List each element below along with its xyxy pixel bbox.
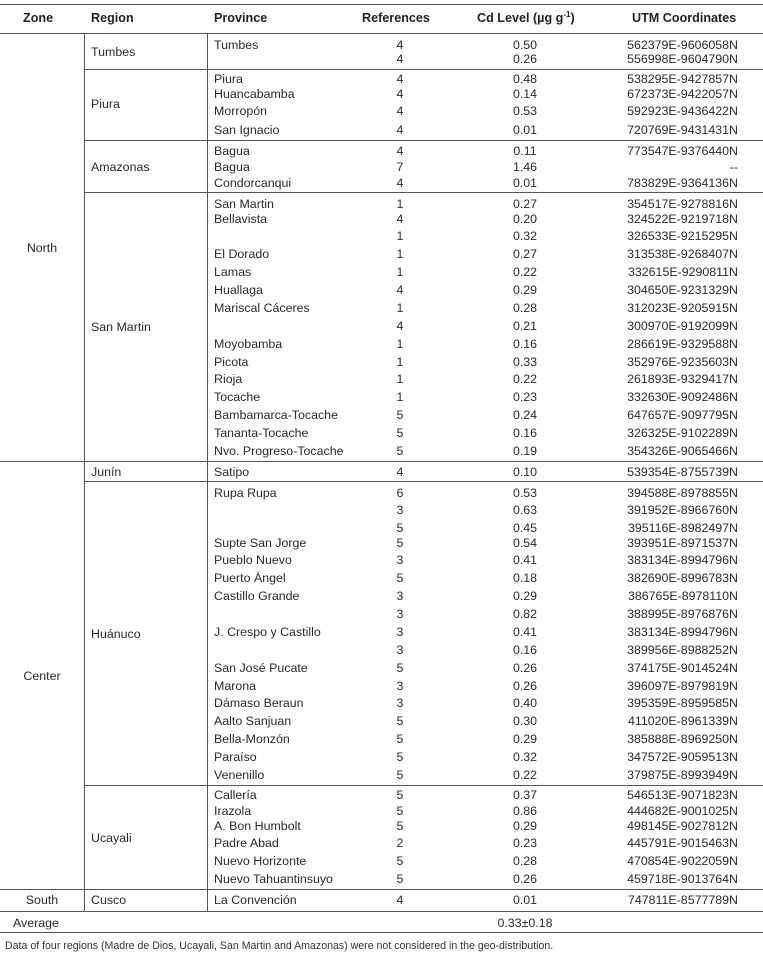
references-cell: 1	[396, 197, 404, 211]
province-cell: Rioja	[214, 372, 243, 386]
header-references: References	[362, 11, 430, 25]
cd-level-cell: 0.26	[512, 52, 538, 66]
province-cell: Castillo Grande	[214, 589, 300, 603]
footnote: Data of four regions (Madre de Dios, Ucayali, San Martin and Amazonas) were not considered in the geo-distribution.	[5, 940, 554, 952]
cd-level-cell: 0.45	[512, 521, 538, 535]
province-cell: Mariscal Cáceres	[214, 301, 310, 315]
cd-level-cell: 0.11	[513, 144, 537, 158]
utm-cell: 324522E-9219718N	[627, 212, 738, 226]
province-cell: Lamas	[214, 265, 252, 279]
references-cell: 4	[396, 176, 404, 190]
province-cell: Dámaso Beraun	[214, 696, 304, 710]
utm-cell: 672373E-9422057N	[627, 87, 738, 101]
utm-cell: 386765E-8978110N	[627, 589, 738, 603]
references-cell: 5	[396, 536, 404, 550]
province-cell: Tananta-Tocache	[214, 426, 309, 440]
cd-level-cell: 0.48	[512, 72, 538, 86]
references-cell: 5	[396, 426, 404, 440]
rule-region	[84, 192, 763, 193]
province-cell: Moyobamba	[214, 337, 283, 351]
province-cell: Bagua	[214, 144, 250, 158]
rule-region	[84, 140, 763, 141]
utm-cell: 379875E-8993949N	[627, 768, 738, 782]
utm-cell: 592923E-9436422N	[627, 104, 738, 118]
utm-cell: 286619E-9329588N	[627, 337, 738, 351]
rule-bottom	[0, 932, 763, 933]
utm-cell: 556998E-9604790N	[627, 52, 738, 66]
province-cell: Aalto Sanjuan	[214, 714, 292, 728]
province-cell: Tumbes	[214, 38, 259, 52]
province-cell: Nuevo Tahuantinsuyo	[214, 872, 333, 886]
rule-region	[84, 69, 763, 70]
references-cell: 5	[396, 768, 404, 782]
col-divider	[207, 33, 208, 911]
references-cell: 4	[396, 52, 404, 66]
references-cell: 7	[396, 160, 404, 174]
cd-level-cell: 0.14	[512, 87, 538, 101]
utm-cell: 312023E-9205915N	[627, 301, 738, 315]
references-cell: 1	[396, 337, 404, 351]
province-cell: Venenillo	[214, 768, 265, 782]
province-cell: Padre Abad	[214, 836, 279, 850]
cd-level-cell: 0.23	[512, 836, 538, 850]
province-cell: Condorcanqui	[214, 176, 292, 190]
province-cell: Rupa Rupa	[214, 486, 277, 500]
utm-cell: 395359E-8959585N	[627, 696, 738, 710]
references-cell: 4	[396, 283, 404, 297]
header-utm: UTM Coordinates	[632, 11, 737, 25]
region-label: Cusco	[91, 893, 127, 907]
utm-cell: 261893E-9329417N	[627, 372, 738, 386]
references-cell: 5	[396, 750, 404, 764]
region-label: Junín	[91, 465, 122, 479]
cd-level-cell: 0.41	[512, 553, 538, 567]
cd-level-cell: 0.50	[512, 38, 538, 52]
cd-level-cell: 0.29	[512, 589, 538, 603]
utm-cell: 389956E-8988252N	[627, 643, 738, 657]
province-cell: El Dorado	[214, 247, 270, 261]
cd-level-cell: 0.24	[512, 408, 538, 422]
cd-level-cell: 0.82	[512, 607, 538, 621]
province-cell: Piura	[214, 72, 243, 86]
references-cell: 1	[396, 247, 404, 261]
references-cell: 3	[396, 643, 404, 657]
cd-level-cell: 0.10	[512, 465, 538, 479]
average-value: 0.33±0.18	[497, 916, 553, 930]
province-cell: Bella-Monzón	[214, 732, 290, 746]
references-cell: 5	[396, 444, 404, 458]
utm-cell: 539354E-8755739N	[627, 465, 738, 479]
references-cell: 4	[396, 87, 404, 101]
cd-level-cell: 0.01	[512, 123, 538, 137]
references-cell: 4	[396, 319, 404, 333]
utm-cell: 394588E-8978855N	[627, 486, 738, 500]
cd-level-cell: 0.32	[512, 229, 538, 243]
utm-cell: 395116E-8982497N	[627, 521, 738, 535]
references-cell: 1	[396, 372, 404, 386]
province-cell: San Martin	[214, 197, 274, 211]
rule-top	[0, 4, 763, 5]
province-cell: Satipo	[214, 465, 250, 479]
province-cell: A. Bon Humbolt	[214, 819, 301, 833]
header-province: Province	[214, 11, 268, 25]
references-cell: 4	[396, 72, 404, 86]
utm-cell: 546513E-9071823N	[627, 788, 738, 802]
zone-label: North	[26, 241, 58, 255]
cd-level-cell: 0.18	[512, 571, 538, 585]
references-cell: 5	[396, 804, 404, 818]
header-cd-level: Cd Level (µg $g^{-1}$)	[477, 9, 575, 25]
utm-cell: 411020E-8961339N	[627, 714, 738, 728]
references-cell: 4	[396, 38, 404, 52]
utm-cell: 470854E-9022059N	[627, 854, 738, 868]
references-cell: 5	[396, 714, 404, 728]
region-label: Amazonas	[91, 160, 150, 174]
province-cell: Huallaga	[214, 283, 263, 297]
cd-level-cell: 0.37	[512, 788, 538, 802]
rule-header	[0, 33, 763, 34]
cd-level-cell: 0.20	[512, 212, 538, 226]
utm-cell: 445791E-9015463N	[627, 836, 738, 850]
utm-cell: 354326E-9065466N	[627, 444, 738, 458]
cd-level-cell: 0.29	[512, 732, 538, 746]
utm-cell: 383134E-8994796N	[627, 625, 738, 639]
utm-cell: 783829E-9364136N	[627, 176, 738, 190]
utm-cell: 347572E-9059513N	[627, 750, 738, 764]
references-cell: 4	[396, 465, 404, 479]
region-label: Tumbes	[91, 45, 136, 59]
references-cell: 1	[396, 301, 404, 315]
cd-level-cell: 0.29	[512, 283, 538, 297]
references-cell: 5	[396, 854, 404, 868]
cd-level-cell: 0.01	[512, 893, 538, 907]
cd-level-cell: 0.16	[512, 643, 538, 657]
rule-zone	[0, 889, 763, 890]
utm-cell: --	[729, 160, 738, 174]
references-cell: 5	[396, 819, 404, 833]
references-cell: 1	[396, 229, 404, 243]
header-zone: Zone	[23, 11, 54, 25]
cd-level-cell: 0.28	[512, 854, 538, 868]
region-label: Piura	[91, 97, 120, 111]
references-cell: 4	[396, 893, 404, 907]
utm-cell: 562379E-9606058N	[627, 38, 738, 52]
utm-cell: 385888E-8969250N	[627, 732, 738, 746]
cd-level-cell: 0.54	[512, 536, 538, 550]
header-region: Region	[91, 11, 134, 25]
references-cell: 4	[396, 144, 404, 158]
cd-level-cell: 0.22	[512, 768, 538, 782]
cd-level-cell: 0.26	[512, 661, 538, 675]
cd-level-cell: 0.29	[512, 819, 538, 833]
cd-level-cell: 0.33	[512, 355, 538, 369]
utm-cell: 300970E-9192099N	[627, 319, 738, 333]
utm-cell: 720769E-9431431N	[627, 123, 738, 137]
references-cell: 3	[396, 607, 404, 621]
cd-level-cell: 1.46	[512, 160, 538, 174]
utm-cell: 444682E-9001025N	[627, 804, 738, 818]
utm-cell: 352976E-9235603N	[627, 355, 738, 369]
rule-average	[0, 911, 763, 912]
region-label: San Martin	[91, 320, 151, 334]
references-cell: 4	[396, 104, 404, 118]
utm-cell: 383134E-8994796N	[627, 553, 738, 567]
province-cell: Paraíso	[214, 750, 257, 764]
references-cell: 5	[396, 571, 404, 585]
col-divider	[84, 33, 85, 911]
province-cell: Bagua	[214, 160, 250, 174]
rule-zone	[0, 461, 763, 462]
cd-level-cell: 0.22	[512, 265, 538, 279]
cd-level-cell: 0.40	[512, 696, 538, 710]
utm-cell: 332630E-9092486N	[627, 390, 738, 404]
utm-cell: 393951E-8971537N	[627, 536, 738, 550]
utm-cell: 326325E-9102289N	[627, 426, 738, 440]
cd-level-cell: 0.41	[512, 625, 538, 639]
province-cell: San Ignacio	[214, 123, 280, 137]
rule-region	[84, 785, 763, 786]
utm-cell: 391952E-8966760N	[627, 503, 738, 517]
utm-cell: 647657E-9097795N	[627, 408, 738, 422]
province-cell: Pueblo Nuevo	[214, 553, 292, 567]
cd-level-cell: 0.86	[512, 804, 538, 818]
province-cell: Puerto Ángel	[214, 571, 286, 585]
references-cell: 5	[396, 521, 404, 535]
references-cell: 5	[396, 661, 404, 675]
cd-level-cell: 0.53	[512, 486, 538, 500]
province-cell: Bambamarca-Tocache	[214, 408, 338, 422]
cd-level-cell: 0.53	[512, 104, 538, 118]
province-cell: San José Pucate	[214, 661, 308, 675]
cd-level-cell: 0.16	[512, 426, 538, 440]
references-cell: 6	[396, 486, 404, 500]
references-cell: 3	[396, 679, 404, 693]
province-cell: Nvo. Progreso-Tocache	[214, 444, 344, 458]
utm-cell: 459718E-9013764N	[627, 872, 738, 886]
zone-label: Center	[23, 669, 61, 683]
utm-cell: 374175E-9014524N	[627, 661, 738, 675]
region-label: Ucayali	[91, 831, 132, 845]
references-cell: 3	[396, 696, 404, 710]
cd-level-cell: 0.28	[512, 301, 538, 315]
province-cell: Supte San Jorge	[214, 536, 307, 550]
references-cell: 5	[396, 408, 404, 422]
region-label: Huánuco	[91, 627, 141, 641]
references-cell: 4	[396, 123, 404, 137]
cd-level-cell: 0.23	[512, 390, 538, 404]
cd-level-cell: 0.27	[512, 197, 538, 211]
province-cell: Marona	[214, 679, 257, 693]
references-cell: 5	[396, 732, 404, 746]
cd-level-cell: 0.26	[512, 679, 538, 693]
references-cell: 1	[396, 355, 404, 369]
utm-cell: 773547E-9376440N	[627, 144, 738, 158]
cd-level-cell: 0.30	[512, 714, 538, 728]
references-cell: 4	[396, 212, 404, 226]
utm-cell: 382690E-8996783N	[627, 571, 738, 585]
utm-cell: 747811E-8577789N	[627, 893, 738, 907]
references-cell: 5	[396, 788, 404, 802]
province-cell: Callería	[214, 788, 257, 802]
utm-cell: 304650E-9231329N	[627, 283, 738, 297]
references-cell: 3	[396, 625, 404, 639]
province-cell: Tocache	[214, 390, 261, 404]
cd-level-cell: 0.63	[512, 503, 538, 517]
zone-label: South	[25, 893, 59, 907]
province-cell: Picota	[214, 355, 249, 369]
utm-cell: 326533E-9215295N	[627, 229, 738, 243]
references-cell: 3	[396, 553, 404, 567]
province-cell: La Convención	[214, 893, 297, 907]
utm-cell: 354517E-9278816N	[627, 197, 738, 211]
province-cell: J. Crespo y Castillo	[214, 625, 321, 639]
references-cell: 5	[396, 872, 404, 886]
cd-level-cell: 0.16	[512, 337, 538, 351]
cd-level-cell: 0.26	[512, 872, 538, 886]
utm-cell: 396097E-8979819N	[627, 679, 738, 693]
references-cell: 3	[396, 589, 404, 603]
cd-level-cell: 0.22	[512, 372, 538, 386]
references-cell: 2	[396, 836, 404, 850]
province-cell: Bellavista	[214, 212, 268, 226]
average-label: Average	[13, 916, 59, 930]
references-cell: 3	[396, 503, 404, 517]
rule-region	[84, 481, 763, 482]
references-cell: 1	[396, 265, 404, 279]
cd-level-cell: 0.21	[512, 319, 538, 333]
cd-level-cell: 0.01	[512, 176, 538, 190]
province-cell: Nuevo Horizonte	[214, 854, 307, 868]
utm-cell: 498145E-9027812N	[627, 819, 738, 833]
utm-cell: 388995E-8976876N	[627, 607, 738, 621]
utm-cell: 313538E-9268407N	[627, 247, 738, 261]
province-cell: Irazola	[214, 804, 252, 818]
references-cell: 1	[396, 390, 404, 404]
utm-cell: 538295E-9427857N	[627, 72, 738, 86]
cd-level-cell: 0.27	[512, 247, 538, 261]
province-cell: Huancabamba	[214, 87, 295, 101]
cd-level-cell: 0.32	[512, 750, 538, 764]
cd-level-cell: 0.19	[512, 444, 538, 458]
utm-cell: 332615E-9290811N	[627, 265, 738, 279]
province-cell: Morropón	[214, 104, 268, 118]
